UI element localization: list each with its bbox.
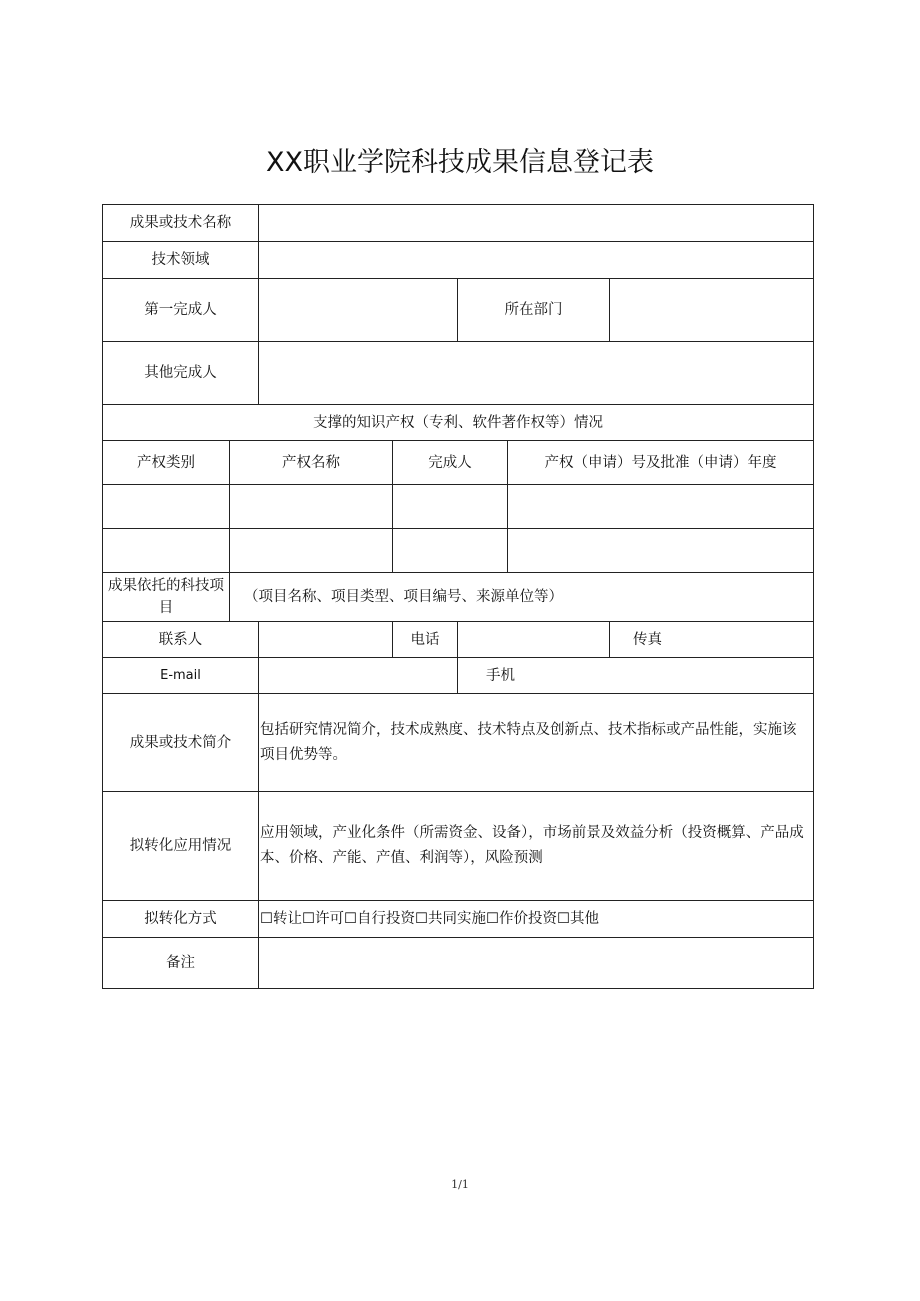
mobile-input-cell[interactable] [578,658,813,693]
ip-row-1-number[interactable] [508,485,813,528]
ip-row-2-type[interactable] [103,529,229,572]
page-title: XX职业学院科技成果信息登记表 [266,147,654,178]
name-input-cell[interactable] [259,205,813,241]
intro-hint[interactable]: 包括研究情况简介，技术成熟度、技术特点及创新点、技术指标或产品性能，实施该项目优势等。 [260,721,797,763]
contact-label: 联系人 [158,631,203,648]
ip-header-type: 产权类别 [137,454,195,471]
field-label: 技术领域 [151,252,210,268]
remarks-label: 备注 [166,955,195,971]
project-label: 成果依托的科技项目 [108,578,224,616]
page-number: 1/1 [451,1178,469,1191]
first-author-label: 第一完成人 [144,302,217,318]
email-input-cell[interactable] [259,658,457,693]
name-label: 成果或技术名称 [129,215,232,231]
ip-section-title: 支撑的知识产权（专利、软件著作权等）情况 [313,414,603,431]
project-hint[interactable]: （项目名称、项目类型、项目编号、来源单位等） [244,589,563,605]
mobile-label: 手机 [486,667,515,684]
ip-row-1-author[interactable] [393,485,507,528]
ip-row-2-name[interactable] [230,529,392,572]
field-input-cell[interactable] [259,242,813,278]
ip-row-2-number[interactable] [508,529,813,572]
method-options[interactable]: ☐转让☐许可☐自行投资☐共同实施☐作价投资☐其他 [260,911,599,927]
contact-input-cell[interactable] [259,622,392,657]
method-label: 拟转化方式 [144,911,217,927]
department-input-cell[interactable] [610,279,813,341]
intro-label: 成果或技术简介 [129,734,232,751]
other-authors-label: 其他完成人 [144,365,217,381]
ip-row-1-type[interactable] [103,485,229,528]
fax-label: 传真 [633,631,662,648]
application-hint[interactable]: 应用领域，产业化条件（所需资金、设备），市场前景及效益分析（投资概算、产品成本、价格、产能、产值、利润等），风险预测 [260,825,804,866]
department-label: 所在部门 [504,302,563,318]
ip-header-name: 产权名称 [282,454,340,471]
other-authors-input-cell[interactable] [259,342,813,404]
first-author-input-cell[interactable] [259,279,457,341]
remarks-input-cell[interactable] [259,938,813,988]
phone-input-cell[interactable] [458,622,609,657]
ip-header-author: 完成人 [428,454,472,471]
application-label: 拟转化应用情况 [129,838,232,854]
ip-row-2-author[interactable] [393,529,507,572]
ip-header-number-year: 产权（申请）号及批准（申请）年度 [544,454,777,471]
ip-row-1-name[interactable] [230,485,392,528]
fax-input-cell[interactable] [685,622,813,657]
phone-label: 电话 [410,631,440,648]
email-label: E-mail [160,667,201,683]
registration-form-table [102,204,814,989]
